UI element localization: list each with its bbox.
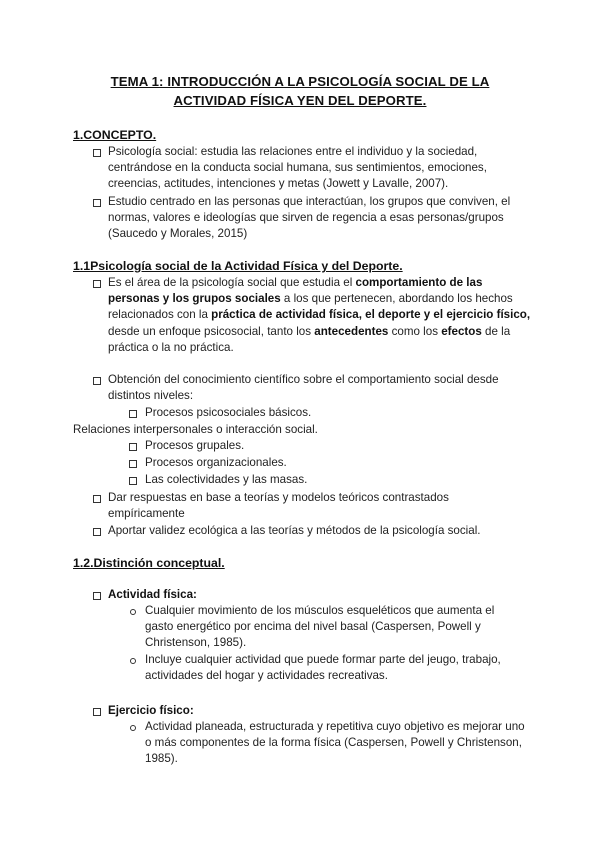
- bullet-circle-icon: [130, 725, 136, 731]
- checkbox-icon: [93, 280, 101, 288]
- checkbox-icon: [93, 528, 101, 536]
- relations-line: Relaciones interpersonales o interacción social.: [73, 423, 318, 436]
- level-item-3: Procesos organizacionales.: [145, 456, 287, 469]
- checkbox-icon: [93, 708, 101, 716]
- title-line-1: TEMA 1: INTRODUCCIÓN A LA PSICOLOGÍA SOCIAL DE LA: [110, 74, 490, 89]
- level-item-1: Procesos psicosociales básicos.: [145, 406, 312, 419]
- checkbox-icon: [129, 443, 137, 451]
- checkbox-icon: [93, 377, 101, 385]
- checkbox-icon: [93, 495, 101, 503]
- psych-item-3: Dar respuestas en base a teorías y modelos teóricos contrastados empíricamente: [108, 491, 449, 521]
- psych-item-2: Obtención del conocimiento científico sobre el comportamiento social desde distintos niveles:: [108, 373, 499, 403]
- checkbox-icon: [93, 149, 101, 157]
- checkbox-icon: [129, 477, 137, 485]
- af-item-1: Cualquier movimiento de los músculos esqueléticos que aumenta el gasto energético por encima del nivel basal (Caspersen, Powell y Christenson, 1985).: [145, 604, 495, 650]
- actividad-fisica-label: Actividad física:: [108, 588, 197, 601]
- document-title: [60, 72, 540, 110]
- level-item-2: Procesos grupales.: [145, 439, 245, 452]
- ef-item-1: Actividad planeada, estructurada y repetitiva cuyo objetivo es mejorar uno o más componentes de la forma física (Caspersen, Powell y Christenson, 1985).: [145, 720, 525, 766]
- ejercicio-fisico-label: Ejercicio físico:: [108, 704, 194, 717]
- checkbox-icon: [93, 592, 101, 600]
- bullet-circle-icon: [130, 658, 136, 664]
- section-1-heading: 1.CONCEPTO.: [73, 128, 157, 142]
- concept-item-1: Psicología social: estudia las relaciones entre el individuo y la sociedad, centrándose en la conducta social humana, sus sentimientos, emociones, creencias, actitudes, intenciones y metas (Jowett y Lavalle, 2007).: [108, 145, 487, 191]
- checkbox-icon: [129, 460, 137, 468]
- checkbox-icon: [129, 410, 137, 418]
- bullet-circle-icon: [130, 609, 136, 615]
- checkbox-icon: [93, 199, 101, 207]
- level-item-4: Las colectividades y las masas.: [145, 473, 308, 486]
- section-1-1-heading: 1.1Psicología social de la Actividad Física y del Deporte.: [73, 259, 403, 273]
- psych-item-4: Aportar validez ecológica a las teorías y métodos de la psicología social.: [108, 524, 481, 537]
- section-1-2-heading: 1.2.Distinción conceptual.: [73, 556, 225, 570]
- title-line-2: ACTIVIDAD FÍSICA YEN DEL DEPORTE.: [173, 93, 427, 108]
- concept-item-2: Estudio centrado en las personas que interactúan, los grupos que conviven, el normas, valores e ideologías que sirven de regencia a esas personas/grupos (Saucedo y Morales, 2015): [108, 195, 511, 241]
- psych-item-1: Es el área de la psicología social que estudia el comportamiento de las personas y los grupos sociales a los que pertenecen, abordando los hechos relacionados con la práctica de actividad física, el deporte y el ejercicio físico, desde un enfoque psicosocial, tanto los antecedentes como los efectos de la práctica o la no práctica.: [108, 276, 531, 354]
- af-item-2: Incluye cualquier actividad que puede formar parte del jeugo, trabajo, actividades del hogar y actividades recreativas.: [145, 653, 501, 683]
